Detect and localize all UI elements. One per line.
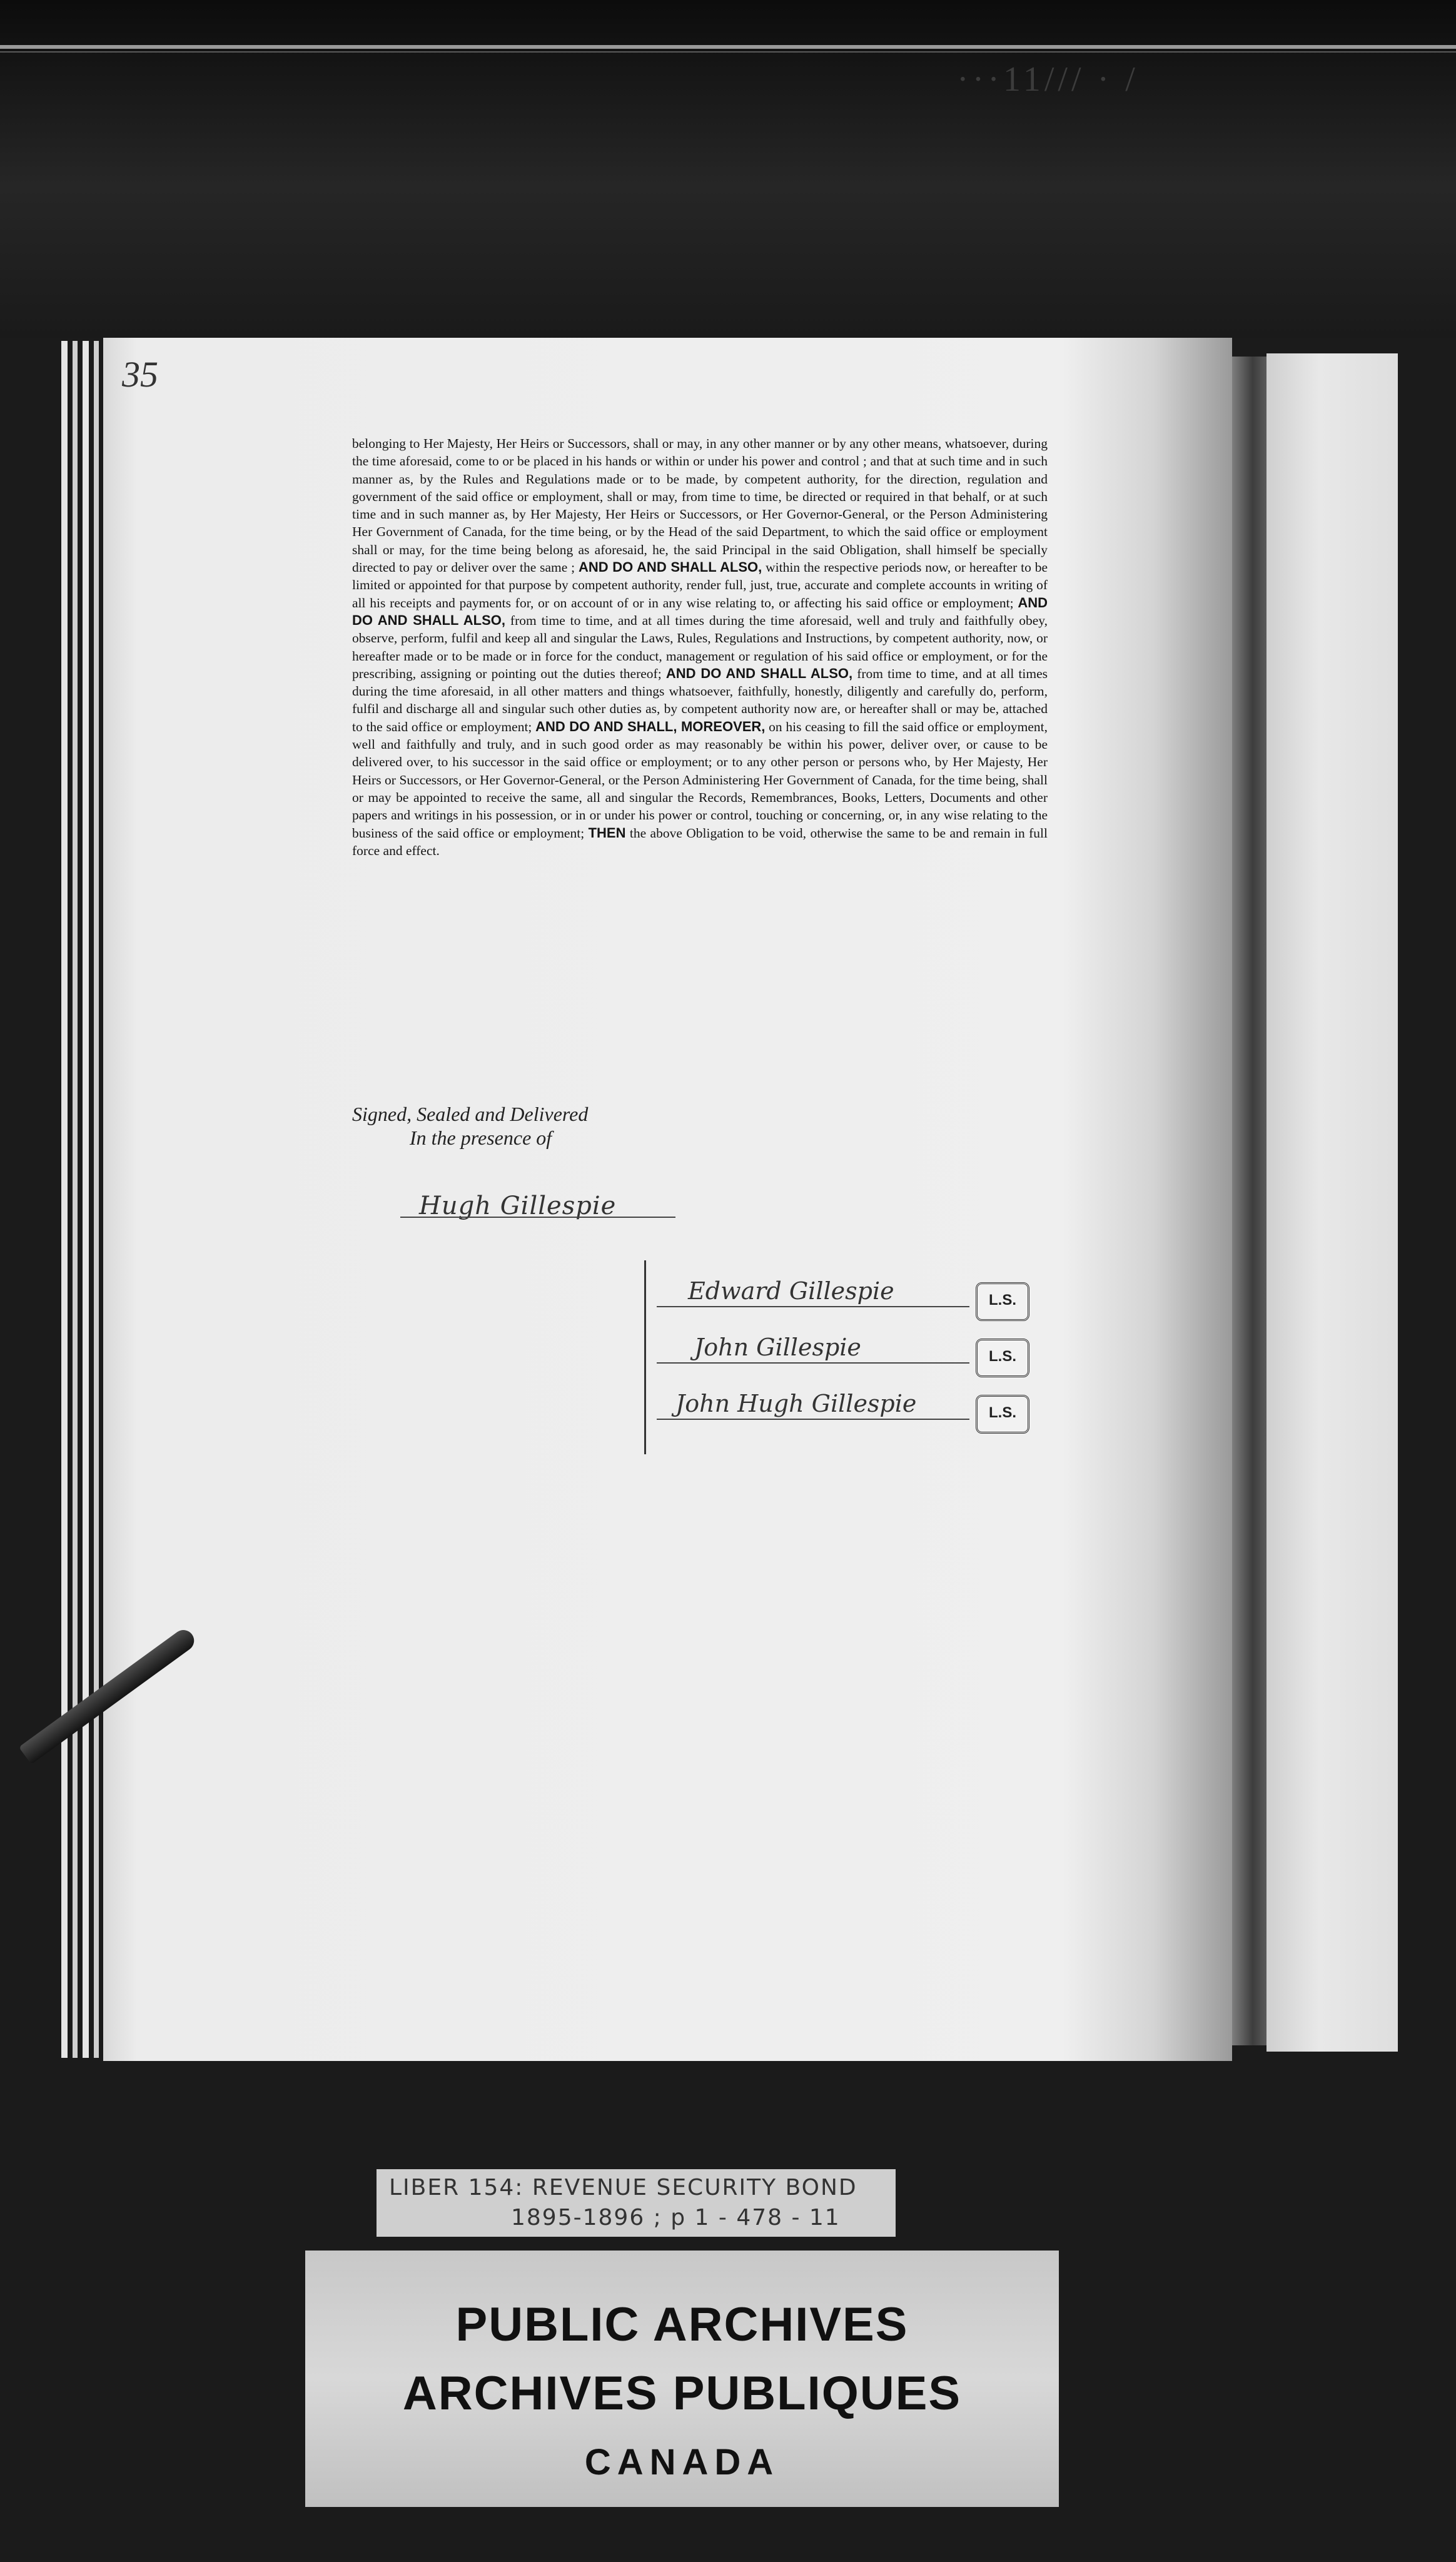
film-frame-rule [0,45,1456,49]
label-line-2: 1895-1896 ; p 1 - 478 - 11 [511,2205,841,2230]
facing-page-edge [1266,353,1398,2052]
label-line-1: LIBER 154: REVENUE SECURITY BOND [389,2175,857,2200]
seal-ls: L.S. [976,1339,1029,1377]
body-text-segment: from time to time, and at all times during the time aforesaid, well and truly and faithfully obey, observe, perform, fulfil and keep all and singular the Laws, Rules, Regulations and Instructions, by competent authority, now, or hereafter made or to be made or in force for the conduct, management or regulation of his said office or employment, or for the prescribing, assigning or pointing out the duties thereof; [352,612,1048,681]
body-text-segment: within the respective periods now, or hereafter to be limited or appointed for that purpose by competent authority, render full, just, true, accurate and complete accounts in writing of all his receipts and payments for, or on account of or in any wise relating to, or affecting his said office or employment; [352,560,1048,610]
signatory-signature: John Gillespie [694,1334,861,1361]
witness-signature: Hugh Gillespie [419,1192,617,1220]
book-page-edge [61,341,68,2058]
signatory-signature: John Hugh Gillespie [675,1390,917,1417]
seal-ls: L.S. [976,1395,1029,1434]
book-gutter-shadow [1232,357,1266,2045]
seal-ls: L.S. [976,1282,1029,1321]
body-text-segment: the above Obligation to be void, otherwise the same to be and remain in full force and effect. [352,825,1048,858]
archive-title-french: ARCHIVES PUBLIQUES [402,2367,962,2420]
signed-sealed-delivered-caption [352,1102,588,1150]
microfilm-top-border [0,0,1456,338]
bond-body-text [352,435,1048,859]
signatory-signature: Edward Gillespie [688,1277,894,1305]
signatories-brace [644,1260,656,1454]
archive-country: CANADA [584,2442,780,2483]
book-page-edge [94,341,99,2058]
bold-clause-heading: AND DO AND SHALL ALSO, [352,594,1048,628]
signature-line [657,1362,969,1364]
presence-line-1: Signed, Sealed and Delivered [352,1103,589,1125]
bold-clause-heading: THEN [588,824,626,841]
body-text-segment: from time to time, and at all times during the time aforesaid, in all other matters and things whatsoever, faithfully, honestly, diligently and carefully do, perform, fulfil and discharge all and singular such other duties as, by competent authority now are, or hereafter shall or may be, attached to the said office or employment; [352,666,1048,734]
presence-line-2: In the presence of [410,1127,552,1149]
witness-signature-line [400,1217,675,1218]
book-page-edge [73,341,78,2058]
signature-line [657,1306,969,1307]
signatory-row [657,1332,1016,1376]
bleed-through-marks: ···11/// · / [957,60,1139,99]
archive-stamp-card [305,2251,1059,2507]
bold-clause-heading: AND DO AND SHALL ALSO, [665,665,853,681]
bold-clause-heading: AND DO AND SHALL, MOREOVER, [535,718,766,734]
body-text-segment: belonging to Her Majesty, Her Heirs or Successors, shall or may, in any other manner or by any other means, whatsoever, during the time aforesaid, come to or be placed in his hands or within or under his power and control ; and that at such time and in such manner as, by the Rules and Regulations made or to be made, by competent authority, for the direction, regulation and government of the said office or employment, shall or may, from time to time, be directed or required in that behalf, or at such time and in such manner as, by Her Majesty, Her Heirs or Successors, or Her Governor-General, or the Person Administering Her Government of Canada, for the time being, or by the Head of the said Department, to which the said office or employment shall or may, for the time being belong as aforesaid, he, the said Principal in the said Obligation, shall himself be specially directed to pay or deliver over the same ; [352,436,1048,575]
signature-line [657,1419,969,1420]
body-text-segment: on his ceasing to fill the said office or employment, well and faithfully and truly, and in such good order as may reasonably be within his power, deliver over, or cause to be delivered over, to his successor in the said office or employment; or to any other person or persons who, by Her Majesty, Her Heirs or Successors, or Her Governor-General, or the Person Administering Her Government of Canada, for the time being, shall or may be appointed to receive the same, all and singular the Records, Remembrances, Books, Letters, Documents and other papers and writings in his possession, or in or under his power or control, touching or concerning, or, in any wise relating to the business of the said office or employment; [352,719,1048,841]
page-number: 35 [122,354,158,395]
signatory-row [657,1389,1016,1432]
film-frame-rule-secondary [0,51,1456,53]
signatory-row [657,1276,1016,1320]
archive-title-english: PUBLIC ARCHIVES [455,2298,909,2351]
handwritten-label-strip [377,2169,896,2237]
book-page-edge [83,341,89,2058]
bold-clause-heading: AND DO AND SHALL ALSO, [579,559,762,575]
